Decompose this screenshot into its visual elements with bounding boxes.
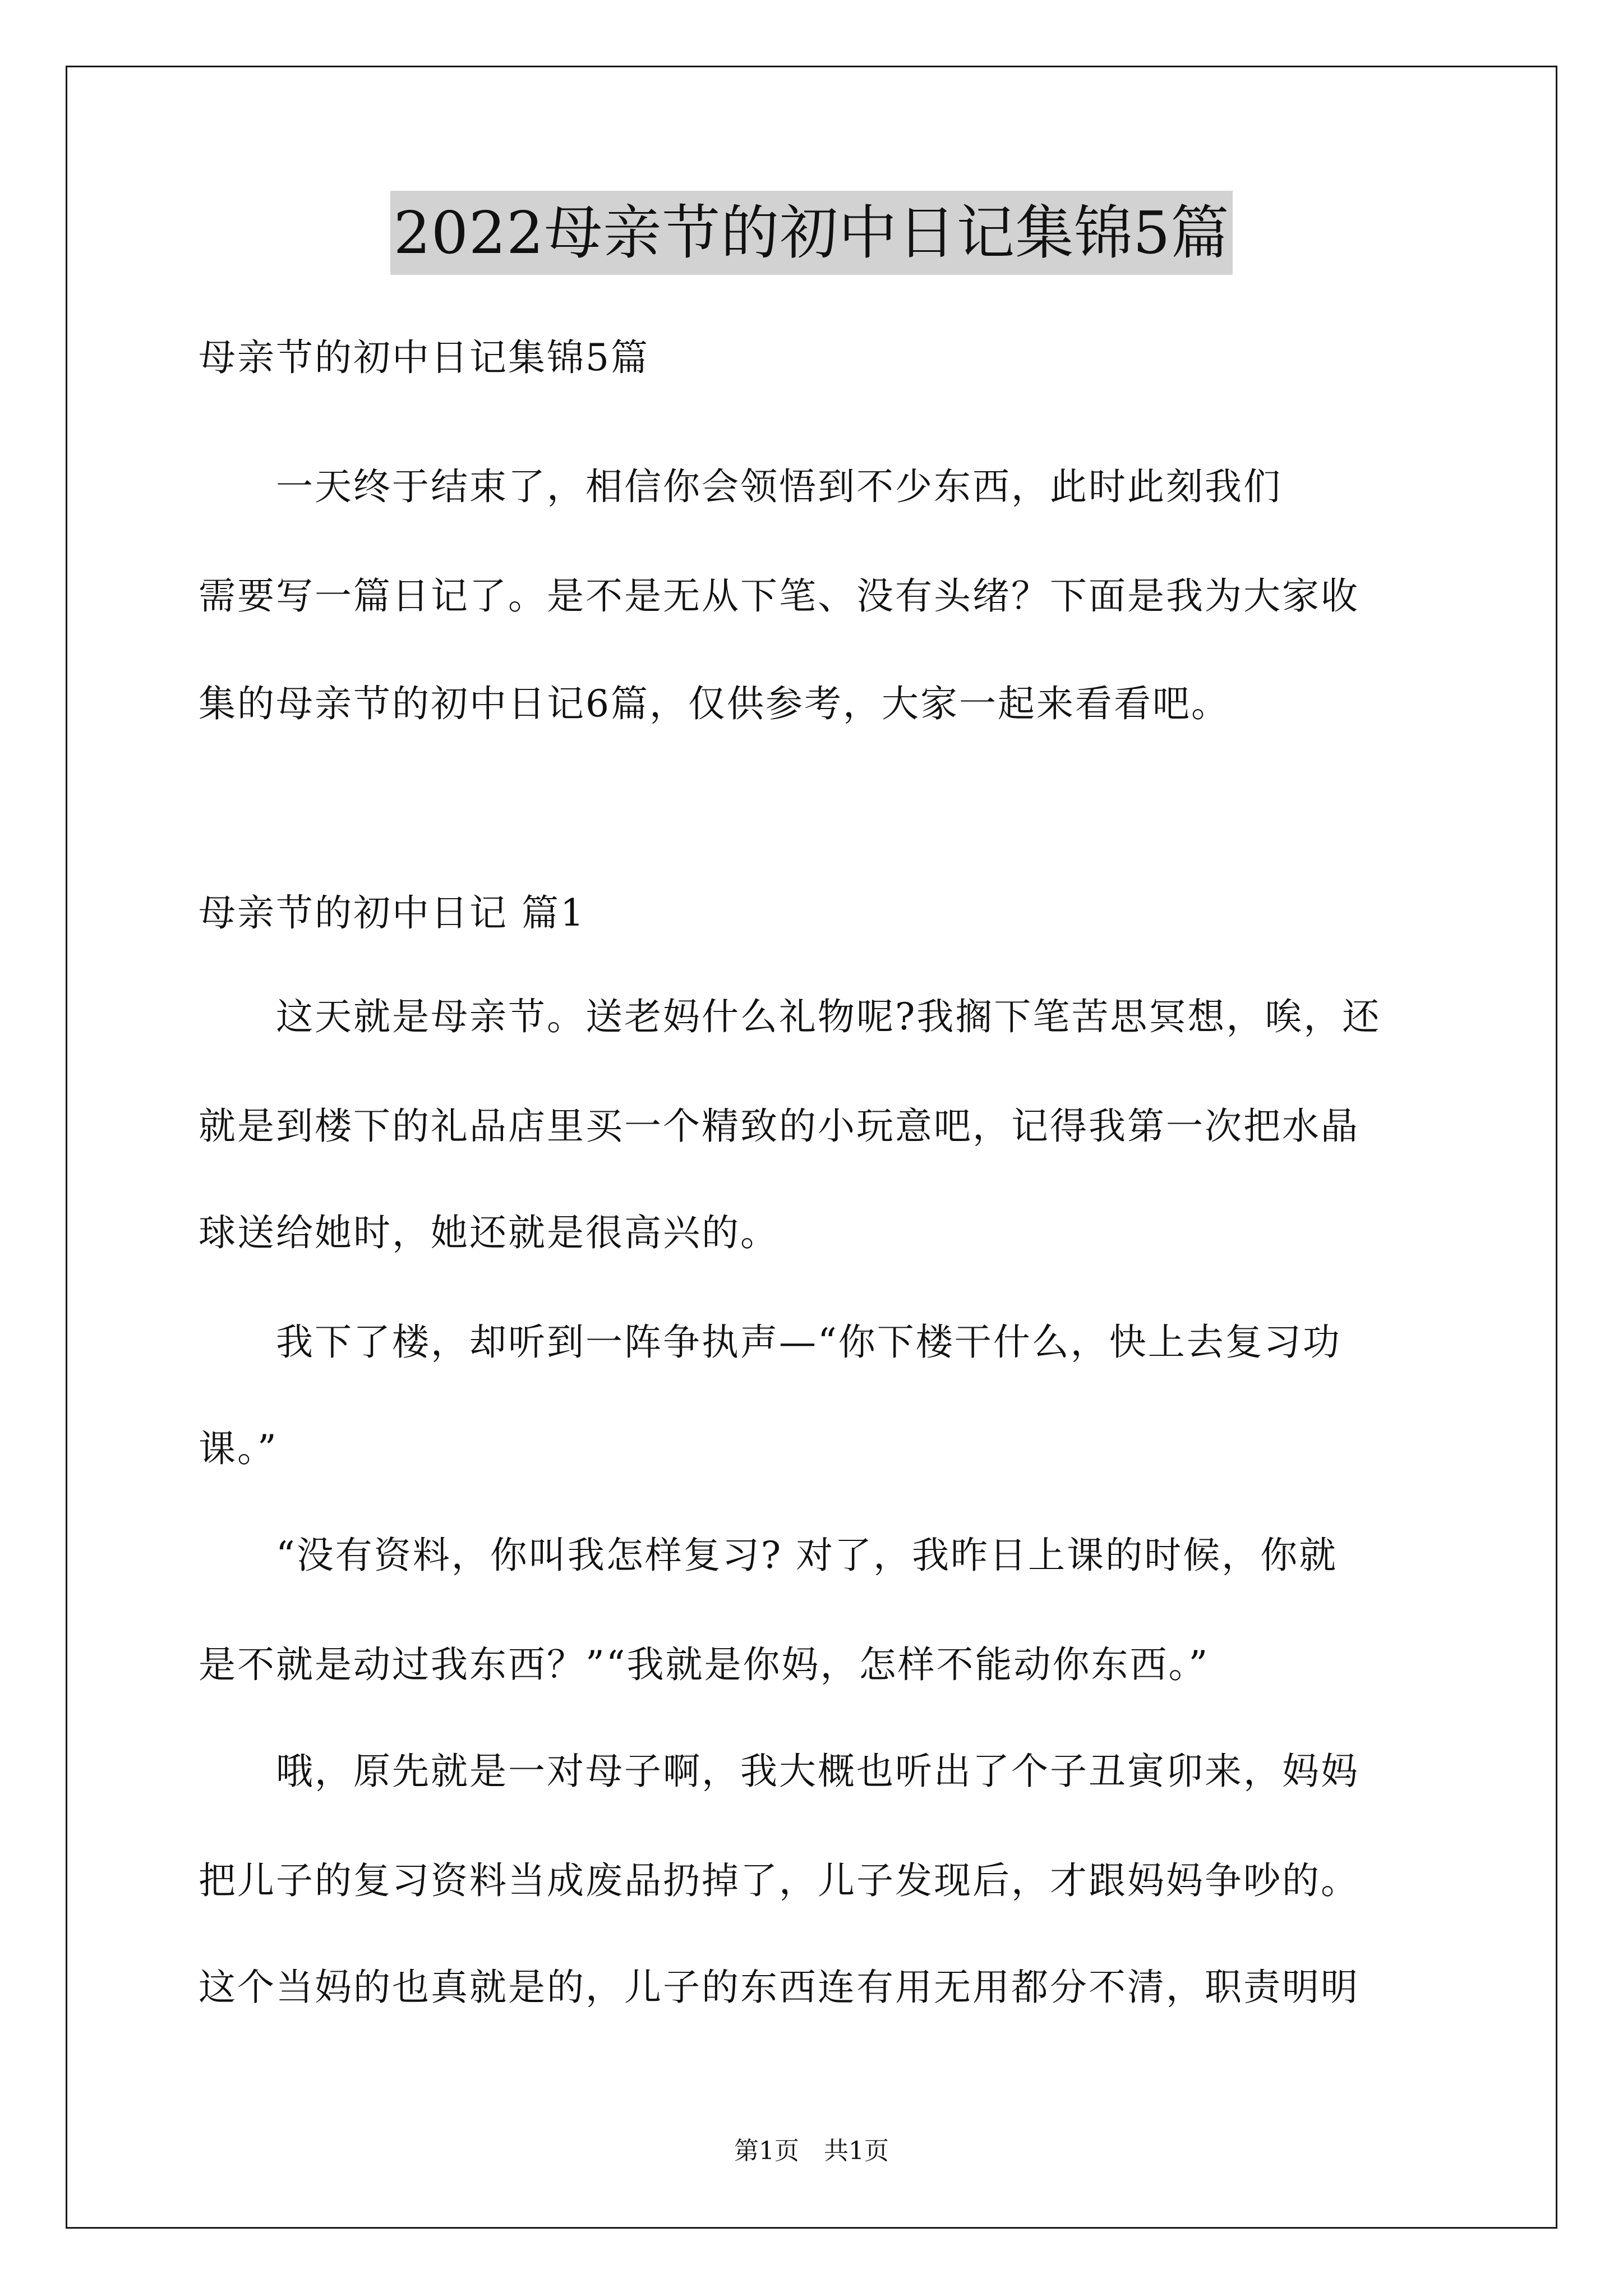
paragraph-line: 哦，原先就是一对母子啊，我大概也听出了个子丑寅卯来，妈妈 — [199, 1750, 1359, 1793]
paragraph-line: 球送给她时，她还就是很高兴的。 — [199, 1211, 779, 1254]
paragraph-line: “没有资料，你叫我怎样复习? 对了，我昨日上课的时候，你就 — [199, 1534, 1338, 1577]
paragraph-line: 一天终于结束了，相信你会领悟到不少东西，此时此刻我们 — [199, 465, 1282, 508]
title-container — [0, 191, 1623, 275]
paragraph-line: 把儿子的复习资料当成废品扔掉了，儿子发现后，才跟妈妈争吵的。 — [199, 1859, 1359, 1902]
paragraph-line: 这天就是母亲节。送老妈什么礼物呢?我搁下笔苦思冥想，唉，还 — [199, 995, 1381, 1038]
document-title: 2022母亲节的初中日记集锦5篇 — [390, 191, 1233, 275]
document-subtitle: 母亲节的初中日记集锦5篇 — [199, 336, 649, 379]
page-number-footer: 第1页 共1页 — [734, 2137, 889, 2165]
paragraph-line: 课。” — [199, 1427, 278, 1470]
paragraph-line: 集的母亲节的初中日记6篇，仅供参考，大家一起来看看吧。 — [199, 682, 1230, 725]
paragraph-line: 需要写一篇日记了。是不是无从下笔、没有头绪？下面是我为大家收 — [199, 574, 1359, 618]
section-heading: 母亲节的初中日记 篇1 — [199, 891, 585, 935]
paragraph-line: 就是到楼下的礼品店里买一个精致的小玩意吧，记得我第一次把水晶 — [199, 1105, 1359, 1148]
paragraph-line: 是不就是动过我东西？”“我就是你妈，怎样不能动你东西。” — [199, 1643, 1210, 1686]
paragraph-line: 这个当妈的也真就是的，儿子的东西连有用无用都分不清，职责明明 — [199, 1966, 1359, 2009]
paragraph-line: 我下了楼，却听到一阵争执声—“你下楼干什么，快上去复习功 — [199, 1320, 1341, 1364]
